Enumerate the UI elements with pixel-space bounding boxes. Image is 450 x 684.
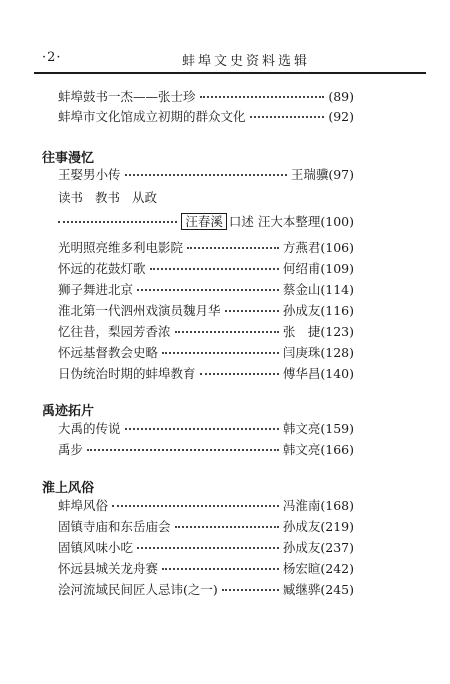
toc-entry <box>58 237 354 257</box>
leader-dots <box>175 526 279 528</box>
leader-dots <box>200 373 279 375</box>
page-header <box>34 50 426 70</box>
entry-title: 固镇寺庙和东岳庙会 <box>58 519 171 534</box>
leader-dots <box>187 247 279 249</box>
toc-entry <box>58 86 354 106</box>
entry-title: 忆往昔，梨园芳香浓 <box>58 324 171 339</box>
leader-dots <box>222 589 279 591</box>
entry-page: 傅华昌(140) <box>282 366 354 381</box>
boxed-name: 汪春溪 <box>181 213 227 230</box>
section-heading: 往事漫忆 <box>42 151 95 166</box>
entry-title: 淮北第一代泗州戏演员魏月华 <box>58 303 221 318</box>
leader-dots <box>112 505 279 507</box>
toc-entry <box>58 342 354 362</box>
leader-dots <box>225 310 279 312</box>
leader-dots <box>175 331 279 333</box>
entry-title: 光明照亮维多利电影院 <box>58 240 184 255</box>
entry-page: 张 捷(123) <box>282 324 354 339</box>
entry-page: 韩文亮(166) <box>282 442 354 457</box>
entry-title: 日伪统治时期的蚌埠教育 <box>58 366 196 381</box>
entry-page: 杨宏暄(242) <box>282 561 354 576</box>
toc-entry <box>58 495 354 515</box>
page-number: ·2· <box>42 50 62 65</box>
entry-title: 狮子舞进北京 <box>58 282 134 297</box>
entry-title: 浍河流域民间匠人忌讳(之一) <box>58 582 218 597</box>
leader-dots <box>162 352 279 354</box>
entry-page: (89) <box>328 88 354 104</box>
toc-entry <box>58 363 354 383</box>
entry-page: 方燕君(106) <box>282 240 354 255</box>
toc-entry <box>58 279 354 299</box>
entry-title: 蚌埠风俗 <box>58 498 109 513</box>
entry-page <box>181 212 354 230</box>
toc-entry <box>58 300 354 320</box>
entry-page: 孙成友(219) <box>282 519 354 534</box>
leader-dots <box>137 289 279 291</box>
entry-page: 臧继骅(245) <box>282 582 354 597</box>
entry-title: 怀远县城关龙舟赛 <box>58 561 159 576</box>
toc-entry <box>58 439 354 459</box>
entry-page: 蔡金山(114) <box>282 282 354 297</box>
toc-entry <box>58 321 354 341</box>
entry-title: 怀远基督教会史略 <box>58 345 159 360</box>
toc-entry <box>58 258 354 278</box>
leader-dots <box>125 428 279 430</box>
entry-page: 孙成友(116) <box>282 303 354 318</box>
leader-dots <box>58 221 177 223</box>
leader-dots <box>162 568 279 570</box>
toc-entry <box>58 418 354 438</box>
section-heading: 淮上风俗 <box>42 481 95 496</box>
header-rule <box>34 72 426 74</box>
entry-page: 闫庚珠(128) <box>282 345 354 360</box>
entry-page: 何绍甫(109) <box>282 261 354 276</box>
leader-dots <box>150 268 279 270</box>
entry-page: 冯淮南(168) <box>282 498 354 513</box>
entry-title: 蚌埠市文化馆成立初期的群众文化 <box>58 109 246 124</box>
toc-entry <box>58 558 354 578</box>
entry-title: 王娶男小传 <box>58 167 121 182</box>
entry-page: 孙成友(237) <box>282 540 354 555</box>
leader-dots <box>200 96 325 98</box>
entry-credit: 口述 汪大本整理(100) <box>228 214 354 229</box>
entry-title: 固镇风味小吃 <box>58 540 134 555</box>
entry-title: 怀远的花鼓灯歌 <box>58 261 146 276</box>
toc-entry <box>58 537 354 557</box>
leader-dots <box>250 116 325 118</box>
leader-dots <box>125 174 287 176</box>
entry-title: 禹步 <box>58 442 84 457</box>
leader-dots <box>137 547 279 549</box>
entry-page: (92) <box>328 108 354 124</box>
entry-title: 大禹的传说 <box>58 421 121 436</box>
multiline-entry-title: 读书 教书 从政 <box>58 190 157 205</box>
entry-page: 王瑞骥(97) <box>290 167 354 182</box>
entry-page: 韩文亮(159) <box>282 421 354 436</box>
toc-entry <box>58 164 354 184</box>
toc-entry-multiline <box>58 211 354 231</box>
book-title: 蚌埠文史资料选辑 <box>182 54 311 69</box>
entry-title: 蚌埠鼓书一杰——张士珍 <box>58 89 196 104</box>
section-heading: 禹迹拓片 <box>42 404 95 419</box>
toc-entry <box>58 516 354 536</box>
toc-entry <box>58 106 354 126</box>
toc-entry <box>58 579 354 599</box>
leader-dots <box>87 449 279 451</box>
